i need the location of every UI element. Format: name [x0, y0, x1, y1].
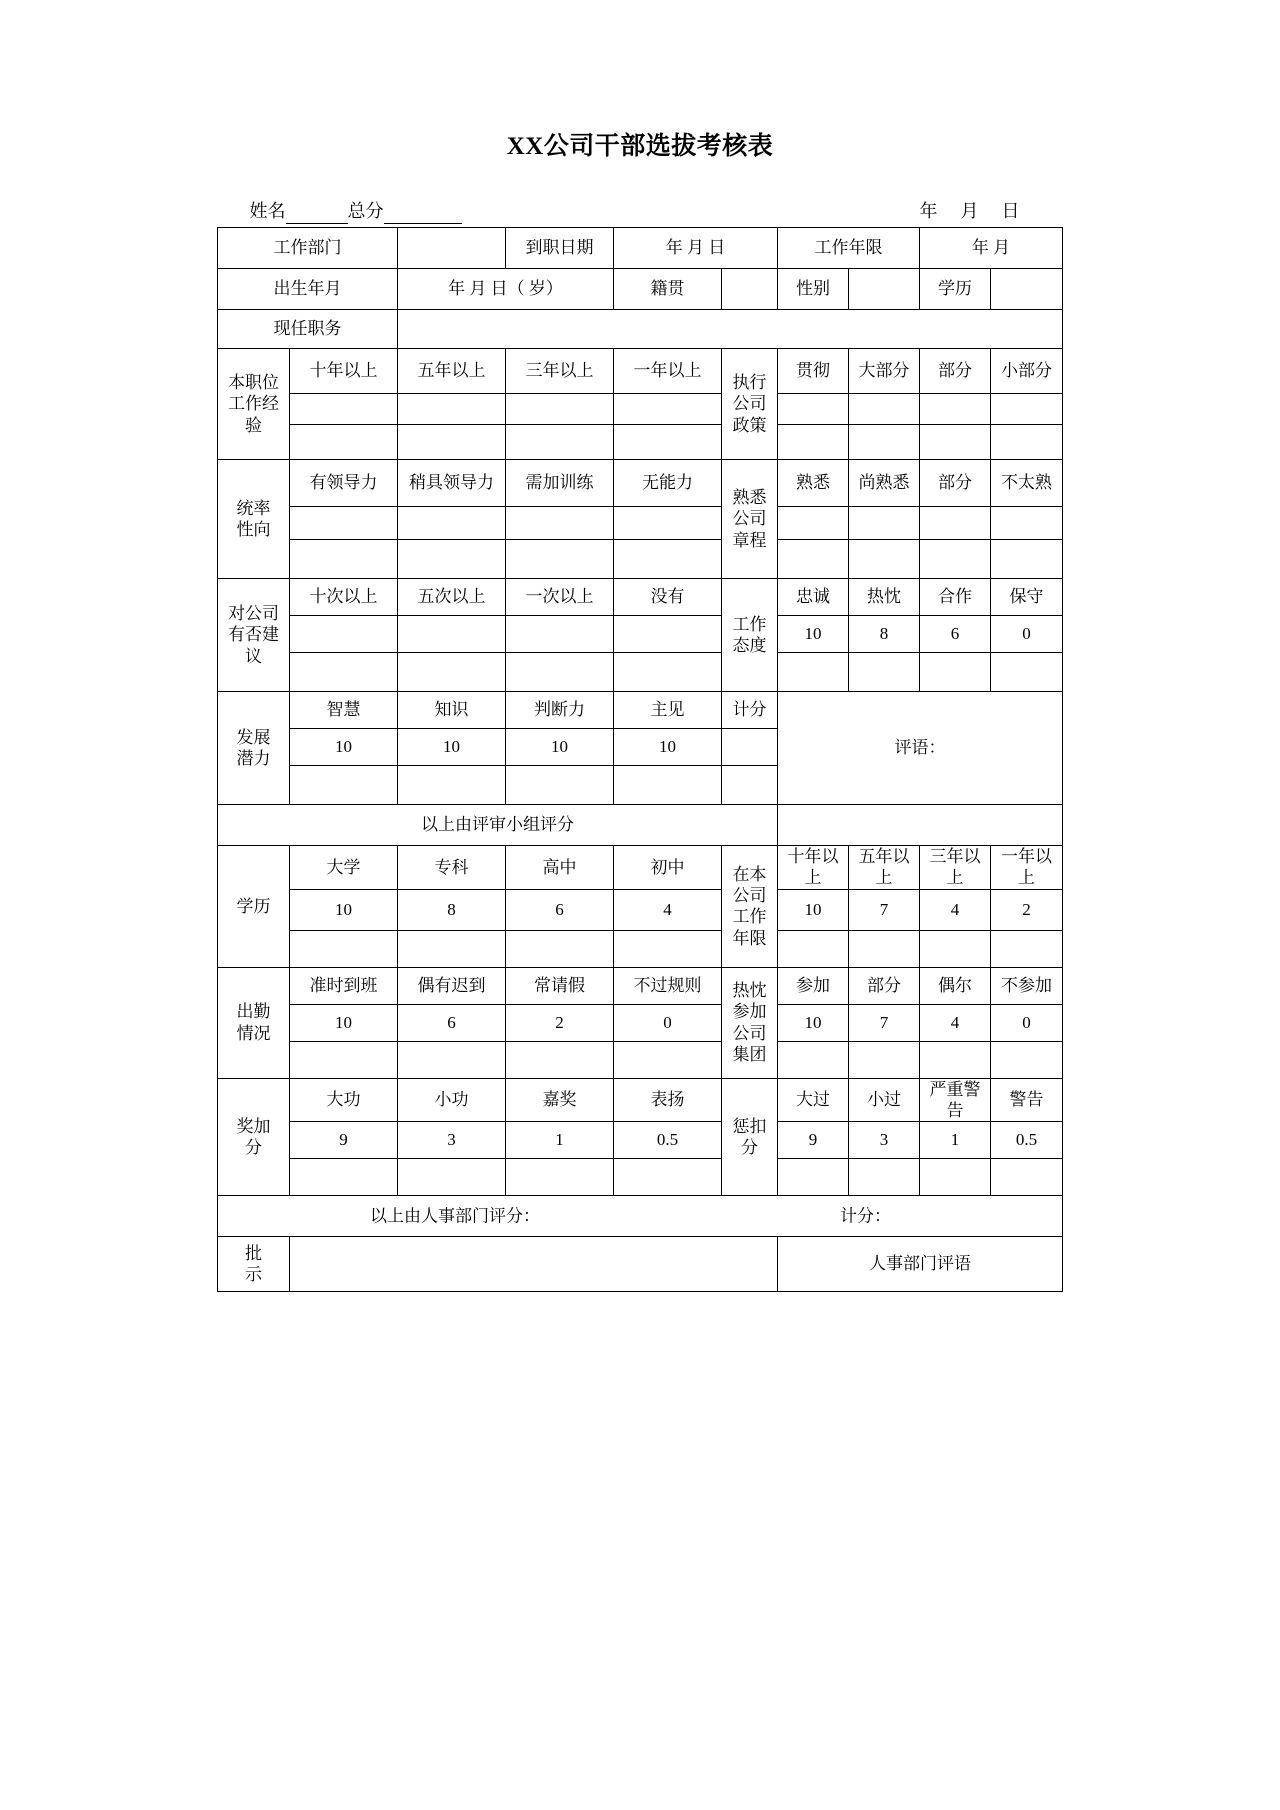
position-label: 现任职务: [218, 310, 398, 349]
bonus-note-1[interactable]: [290, 1159, 398, 1196]
bonus-score-2: 3: [398, 1122, 506, 1159]
charter-label-line3: 章程: [732, 530, 767, 550]
table-row-hr-divider: [218, 1196, 1063, 1237]
leadership-note-3[interactable]: [506, 540, 614, 579]
experience-note-3[interactable]: [506, 425, 614, 460]
group-participation-label-line1: 热忱: [732, 981, 767, 1000]
review-divider-blank[interactable]: [778, 805, 1063, 846]
company-years-note-2[interactable]: [849, 930, 920, 967]
hr-divider-text-left: 以上由人事部门评分：: [370, 1206, 540, 1226]
edu-label: 学历: [218, 846, 290, 968]
potential-option-1: 智慧: [290, 692, 398, 729]
policy-input-4[interactable]: [991, 394, 1063, 425]
group-participation-note-1[interactable]: [778, 1041, 849, 1078]
company-years-score-2: 7: [849, 889, 920, 930]
experience-label-line1: 本职位: [228, 373, 279, 393]
company-years-note-4[interactable]: [991, 930, 1063, 967]
experience-option-3: 三年以上: [506, 349, 614, 394]
suggestion-label-line1: 对公司: [228, 604, 279, 624]
charter-note-1[interactable]: [778, 540, 849, 579]
attitude-note-1[interactable]: [778, 653, 849, 692]
edu-option-4: 初中: [614, 846, 722, 890]
charter-input-2[interactable]: [849, 507, 920, 540]
policy-note-3[interactable]: [920, 425, 991, 460]
bonus-option-4: 表扬: [614, 1078, 722, 1122]
bonus-note-2[interactable]: [398, 1159, 506, 1196]
group-participation-note-4[interactable]: [991, 1041, 1063, 1078]
potential-score-4: 10: [614, 729, 722, 766]
attendance-note-3[interactable]: [506, 1041, 614, 1078]
charter-label: [722, 460, 778, 579]
name-label: 姓名: [249, 201, 286, 221]
penalty-score-4: 0.5: [991, 1122, 1063, 1159]
group-participation-note-2[interactable]: [849, 1041, 920, 1078]
table-row-experience-input2: [218, 425, 1063, 460]
attitude-score-2: 8: [849, 616, 920, 653]
charter-option-3: 部分: [920, 460, 991, 507]
table-row-edu-scores: [218, 889, 1063, 930]
edu-score-4: 4: [614, 889, 722, 930]
meta-line: [218, 198, 1063, 224]
penalty-option-3: 严重警告: [920, 1078, 991, 1122]
potential-total-note[interactable]: [722, 766, 778, 805]
page-title: [0, 0, 1280, 162]
experience-note-4[interactable]: [614, 425, 722, 460]
experience-label: [218, 349, 290, 460]
table-row-suggestion-scores: [218, 616, 1063, 653]
potential-total-input[interactable]: [722, 729, 778, 766]
experience-option-4: 一年以上: [614, 349, 722, 394]
table-row-leadership-input2: [218, 540, 1063, 579]
hire-date-label: 到职日期: [506, 228, 614, 269]
meta-month-label: 月: [960, 201, 980, 221]
group-participation-score-2: 7: [849, 1004, 920, 1041]
tenure-value[interactable]: 年 月: [920, 228, 1063, 269]
suggestion-label-line2: 有否建: [228, 625, 279, 645]
company-years-option-4: 一年以上: [991, 846, 1063, 890]
name-blank[interactable]: [286, 204, 348, 224]
attendance-note-4[interactable]: [614, 1041, 722, 1078]
policy-note-4[interactable]: [991, 425, 1063, 460]
instruction-label: [218, 1237, 290, 1292]
attendance-score-2: 6: [398, 1004, 506, 1041]
table-row-leadership-input1: [218, 507, 1063, 540]
edu-score-1: 10: [290, 889, 398, 930]
attendance-score-1: 10: [290, 1004, 398, 1041]
potential-label-line1: 发展: [236, 727, 271, 747]
table-row-potential-options: [218, 692, 1063, 729]
hr-comment-label: 人事部门评语: [778, 1237, 1063, 1292]
penalty-label-line2: 分: [741, 1137, 758, 1157]
penalty-label-line1: 惩扣: [732, 1116, 767, 1136]
table-row-bonus-options: [218, 1078, 1063, 1122]
suggestion-label-line3: 议: [245, 646, 262, 666]
group-participation-label-line2: 参加: [732, 1002, 767, 1022]
table-row-edu-input: [218, 930, 1063, 967]
policy-label-line1: 执行: [732, 373, 767, 393]
penalty-score-1: 9: [778, 1122, 849, 1159]
attitude-note-4[interactable]: [991, 653, 1063, 692]
suggestion-option-2: 五次以上: [398, 579, 506, 616]
policy-option-3: 部分: [920, 349, 991, 394]
total-score-blank[interactable]: [384, 204, 462, 224]
gender-value[interactable]: [849, 269, 920, 310]
tenure-label: 工作年限: [778, 228, 920, 269]
bonus-score-4: 0.5: [614, 1122, 722, 1159]
meta-date: [920, 198, 1021, 224]
company-years-label-line4: 年限: [732, 928, 767, 948]
experience-option-2: 五年以上: [398, 349, 506, 394]
penalty-note-2[interactable]: [849, 1159, 920, 1196]
suggestion-input-2[interactable]: [398, 616, 506, 653]
experience-label-line2: 工作经: [228, 394, 279, 414]
instruction-label-line2: 示: [245, 1265, 262, 1284]
page-title-latin: XX: [506, 133, 544, 160]
dept-label: 工作部门: [218, 228, 398, 269]
leadership-input-3[interactable]: [506, 507, 614, 540]
leadership-input-1[interactable]: [290, 507, 398, 540]
suggestion-note-4[interactable]: [614, 653, 722, 692]
experience-label-line3: 验: [245, 415, 262, 435]
attitude-label-line1: 工作: [732, 614, 767, 634]
company-years-option-2: 五年以上: [849, 846, 920, 890]
bonus-option-1: 大功: [290, 1078, 398, 1122]
company-years-label-line1: 在本: [732, 864, 767, 884]
table-row-review-divider: [218, 805, 1063, 846]
policy-input-1[interactable]: [778, 394, 849, 425]
bonus-label-line1: 奖加: [236, 1116, 271, 1136]
company-years-note-1[interactable]: [778, 930, 849, 967]
edu-note-2[interactable]: [398, 930, 506, 967]
table-row-position: [218, 310, 1063, 349]
bonus-score-3: 1: [506, 1122, 614, 1159]
attitude-score-1: 10: [778, 616, 849, 653]
dept-value[interactable]: [398, 228, 506, 269]
policy-option-4: 小部分: [991, 349, 1063, 394]
edu-note-3[interactable]: [506, 930, 614, 967]
penalty-score-2: 3: [849, 1122, 920, 1159]
origin-label: 籍贯: [614, 269, 722, 310]
charter-label-line2: 公司: [732, 509, 767, 529]
penalty-score-3: 1: [920, 1122, 991, 1159]
potential-label: [218, 692, 290, 805]
table-row-experience-input1: [218, 394, 1063, 425]
attendance-score-4: 0: [614, 1004, 722, 1041]
penalty-option-4: 警告: [991, 1078, 1063, 1122]
edu-score-3: 6: [506, 889, 614, 930]
table-row-attendance-scores: [218, 1004, 1063, 1041]
edu-option-2: 专科: [398, 846, 506, 890]
charter-label-line1: 熟悉: [732, 488, 767, 508]
group-participation-label-line3: 公司: [732, 1023, 767, 1043]
education-label: 学历: [920, 269, 991, 310]
hr-divider-cell: [218, 1196, 1063, 1237]
experience-note-2[interactable]: [398, 425, 506, 460]
policy-label: [722, 349, 778, 460]
birth-value[interactable]: 年 月 日（ 岁）: [398, 269, 614, 310]
policy-input-3[interactable]: [920, 394, 991, 425]
company-years-label-line3: 工作: [732, 907, 767, 927]
position-value[interactable]: [398, 310, 1063, 349]
leadership-label-line2: 性向: [236, 520, 271, 539]
leadership-note-4[interactable]: [614, 540, 722, 579]
group-participation-option-3: 偶尔: [920, 967, 991, 1004]
table-row-edu-options: [218, 846, 1063, 890]
group-participation-note-3[interactable]: [920, 1041, 991, 1078]
bonus-option-3: 嘉奖: [506, 1078, 614, 1122]
table-row-attendance-input: [218, 1041, 1063, 1078]
policy-note-2[interactable]: [849, 425, 920, 460]
suggestion-input-4[interactable]: [614, 616, 722, 653]
table-row-bonus-input: [218, 1159, 1063, 1196]
attendance-label-line2: 情况: [236, 1023, 271, 1043]
leadership-label-line1: 统率: [236, 498, 271, 518]
appraisal-form-table: [217, 227, 1063, 1292]
company-years-note-3[interactable]: [920, 930, 991, 967]
group-participation-label-line4: 集团: [732, 1044, 767, 1064]
potential-note-2[interactable]: [398, 766, 506, 805]
bonus-note-3[interactable]: [506, 1159, 614, 1196]
hr-divider-text-right: 计分：: [840, 1206, 891, 1226]
table-row-suggestion-input2: [218, 653, 1063, 692]
gender-label: 性别: [778, 269, 849, 310]
table-row-experience-options: [218, 349, 1063, 394]
edu-note-1[interactable]: [290, 930, 398, 967]
policy-input-2[interactable]: [849, 394, 920, 425]
meta-name-score: [250, 198, 462, 224]
bonus-label-line2: 分: [245, 1137, 262, 1157]
group-participation-option-2: 部分: [849, 967, 920, 1004]
attendance-option-1: 准时到班: [290, 967, 398, 1004]
suggestion-input-1[interactable]: [290, 616, 398, 653]
edu-option-3: 高中: [506, 846, 614, 890]
attitude-option-1: 忠诚: [778, 579, 849, 616]
suggestion-option-1: 十次以上: [290, 579, 398, 616]
policy-option-1: 贯彻: [778, 349, 849, 394]
group-participation-option-1: 参加: [778, 967, 849, 1004]
leadership-note-1[interactable]: [290, 540, 398, 579]
suggestion-option-3: 一次以上: [506, 579, 614, 616]
potential-note-1[interactable]: [290, 766, 398, 805]
attitude-note-2[interactable]: [849, 653, 920, 692]
review-divider-text: 以上由评审小组评分: [218, 805, 778, 846]
potential-total-label: 计分: [722, 692, 778, 729]
experience-input-3[interactable]: [506, 394, 614, 425]
charter-option-2: 尚熟悉: [849, 460, 920, 507]
attitude-score-4: 0: [991, 616, 1063, 653]
charter-option-1: 熟悉: [778, 460, 849, 507]
bonus-option-2: 小功: [398, 1078, 506, 1122]
company-years-label: [722, 846, 778, 968]
potential-option-4: 主见: [614, 692, 722, 729]
attendance-label: [218, 967, 290, 1078]
attitude-note-3[interactable]: [920, 653, 991, 692]
charter-note-4[interactable]: [991, 540, 1063, 579]
group-participation-option-4: 不参加: [991, 967, 1063, 1004]
page-title-cn: 公司干部选拔考核表: [543, 133, 774, 160]
penalty-note-4[interactable]: [991, 1159, 1063, 1196]
attendance-note-2[interactable]: [398, 1041, 506, 1078]
attitude-option-4: 保守: [991, 579, 1063, 616]
experience-option-1: 十年以上: [290, 349, 398, 394]
edu-score-2: 8: [398, 889, 506, 930]
penalty-note-3[interactable]: [920, 1159, 991, 1196]
attendance-note-1[interactable]: [290, 1041, 398, 1078]
meta-day-label: 日: [1001, 201, 1021, 221]
group-participation-score-3: 4: [920, 1004, 991, 1041]
charter-input-4[interactable]: [991, 507, 1063, 540]
group-participation-score-4: 0: [991, 1004, 1063, 1041]
hire-date-value[interactable]: 年 月 日: [614, 228, 778, 269]
total-score-label: 总分: [347, 201, 384, 221]
education-value[interactable]: [991, 269, 1063, 310]
experience-input-4[interactable]: [614, 394, 722, 425]
instruction-value[interactable]: [290, 1237, 778, 1292]
bonus-score-1: 9: [290, 1122, 398, 1159]
charter-note-3[interactable]: [920, 540, 991, 579]
policy-note-1[interactable]: [778, 425, 849, 460]
attitude-score-3: 6: [920, 616, 991, 653]
attendance-label-line1: 出勤: [236, 1002, 271, 1022]
instruction-label-line1: 批: [245, 1243, 262, 1263]
company-years-score-1: 10: [778, 889, 849, 930]
potential-score-3: 10: [506, 729, 614, 766]
bonus-label: [218, 1078, 290, 1196]
leadership-input-2[interactable]: [398, 507, 506, 540]
edu-note-4[interactable]: [614, 930, 722, 967]
leadership-option-3: 需加训练: [506, 460, 614, 507]
reviewer-comment-cell[interactable]: 评语：: [778, 692, 1063, 805]
leadership-input-4[interactable]: [614, 507, 722, 540]
leadership-label: [218, 460, 290, 579]
penalty-option-2: 小过: [849, 1078, 920, 1122]
potential-option-2: 知识: [398, 692, 506, 729]
penalty-note-1[interactable]: [778, 1159, 849, 1196]
experience-input-1[interactable]: [290, 394, 398, 425]
potential-note-3[interactable]: [506, 766, 614, 805]
company-years-option-3: 三年以上: [920, 846, 991, 890]
attitude-label-line2: 态度: [732, 636, 767, 655]
table-row-suggestion-options: [218, 579, 1063, 616]
group-participation-score-1: 10: [778, 1004, 849, 1041]
meta-year-label: 年: [919, 201, 939, 221]
bonus-note-4[interactable]: [614, 1159, 722, 1196]
group-participation-label: [722, 967, 778, 1078]
suggestion-note-2[interactable]: [398, 653, 506, 692]
charter-note-2[interactable]: [849, 540, 920, 579]
suggestion-note-3[interactable]: [506, 653, 614, 692]
attitude-option-2: 热忱: [849, 579, 920, 616]
potential-option-3: 判断力: [506, 692, 614, 729]
attendance-option-4: 不过规则: [614, 967, 722, 1004]
company-years-option-1: 十年以上: [778, 846, 849, 890]
potential-label-line2: 潜力: [236, 749, 271, 768]
charter-input-3[interactable]: [920, 507, 991, 540]
leadership-note-2[interactable]: [398, 540, 506, 579]
suggestion-label: [218, 579, 290, 692]
attendance-option-3: 常请假: [506, 967, 614, 1004]
table-row-instruction: [218, 1237, 1063, 1292]
potential-note-4[interactable]: [614, 766, 722, 805]
suggestion-option-4: 没有: [614, 579, 722, 616]
company-years-score-3: 4: [920, 889, 991, 930]
origin-value[interactable]: [722, 269, 778, 310]
birth-label: 出生年月: [218, 269, 398, 310]
policy-option-2: 大部分: [849, 349, 920, 394]
leadership-option-1: 有领导力: [290, 460, 398, 507]
experience-input-2[interactable]: [398, 394, 506, 425]
attendance-score-3: 2: [506, 1004, 614, 1041]
charter-option-4: 不太熟: [991, 460, 1063, 507]
table-row-birth: [218, 269, 1063, 310]
attitude-label: [722, 579, 778, 692]
potential-score-2: 10: [398, 729, 506, 766]
penalty-option-1: 大过: [778, 1078, 849, 1122]
edu-option-1: 大学: [290, 846, 398, 890]
table-row-attendance-options: [218, 967, 1063, 1004]
experience-note-1[interactable]: [290, 425, 398, 460]
attendance-option-2: 偶有迟到: [398, 967, 506, 1004]
policy-label-line2: 公司: [732, 394, 767, 414]
company-years-label-line2: 公司: [732, 886, 767, 905]
policy-label-line3: 政策: [732, 415, 767, 435]
suggestion-input-3[interactable]: [506, 616, 614, 653]
company-years-score-4: 2: [991, 889, 1063, 930]
attitude-option-3: 合作: [920, 579, 991, 616]
potential-score-1: 10: [290, 729, 398, 766]
table-row-leadership-options: [218, 460, 1063, 507]
leadership-option-4: 无能力: [614, 460, 722, 507]
leadership-option-2: 稍具领导力: [398, 460, 506, 507]
table-row-bonus-scores: [218, 1122, 1063, 1159]
suggestion-note-1[interactable]: [290, 653, 398, 692]
table-row-department: [218, 228, 1063, 269]
penalty-label: [722, 1078, 778, 1196]
charter-input-1[interactable]: [778, 507, 849, 540]
